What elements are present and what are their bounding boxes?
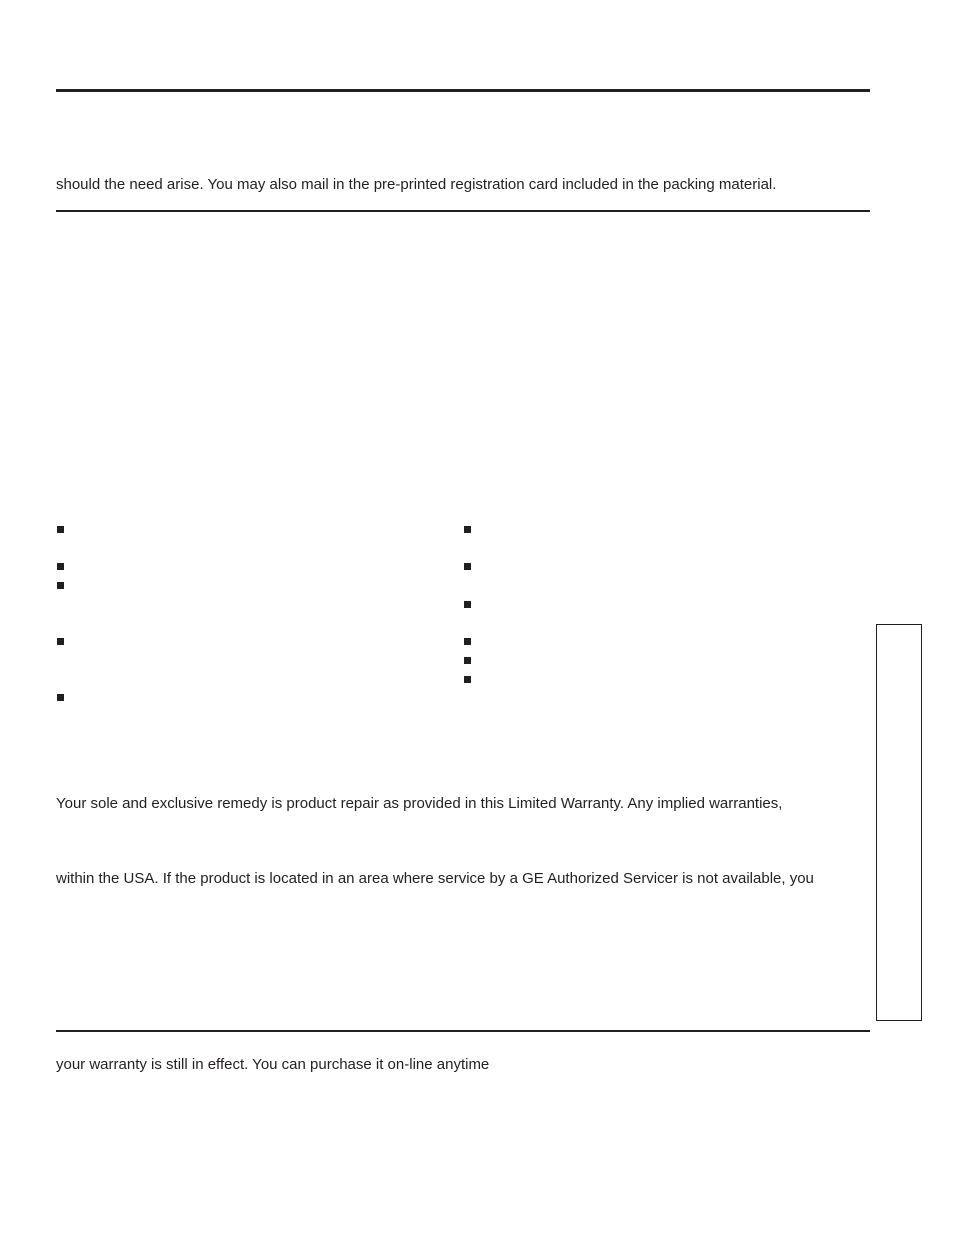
bullet-left-2 [57,563,64,570]
bullet-left-1 [57,526,64,533]
bullet-right-3 [464,601,471,608]
bullet-right-5 [464,657,471,664]
bullet-right-1 [464,526,471,533]
registration-text: should the need arise. You may also mail in the pre-printed registration card included in the packing material. [56,176,777,193]
warranty-remedy-text: Your sole and exclusive remedy is product repair as provided in this Limited Warranty. Any implied warranties, [56,795,783,812]
bullet-left-5 [57,694,64,701]
extended-warranty-divider [56,1030,870,1032]
bullet-right-6 [464,676,471,683]
bullet-left-3 [57,582,64,589]
bullet-right-2 [464,563,471,570]
top-divider [56,89,870,92]
extended-warranty-text: your warranty is still in effect. You can purchase it on-line anytime [56,1056,490,1073]
bullet-left-4 [57,638,64,645]
bullet-right-4 [464,638,471,645]
section-side-tab [876,624,922,1021]
warranty-service-text: within the USA. If the product is located in an area where service by a GE Authorized Servicer is not available, you [56,870,814,887]
registration-divider [56,210,870,212]
